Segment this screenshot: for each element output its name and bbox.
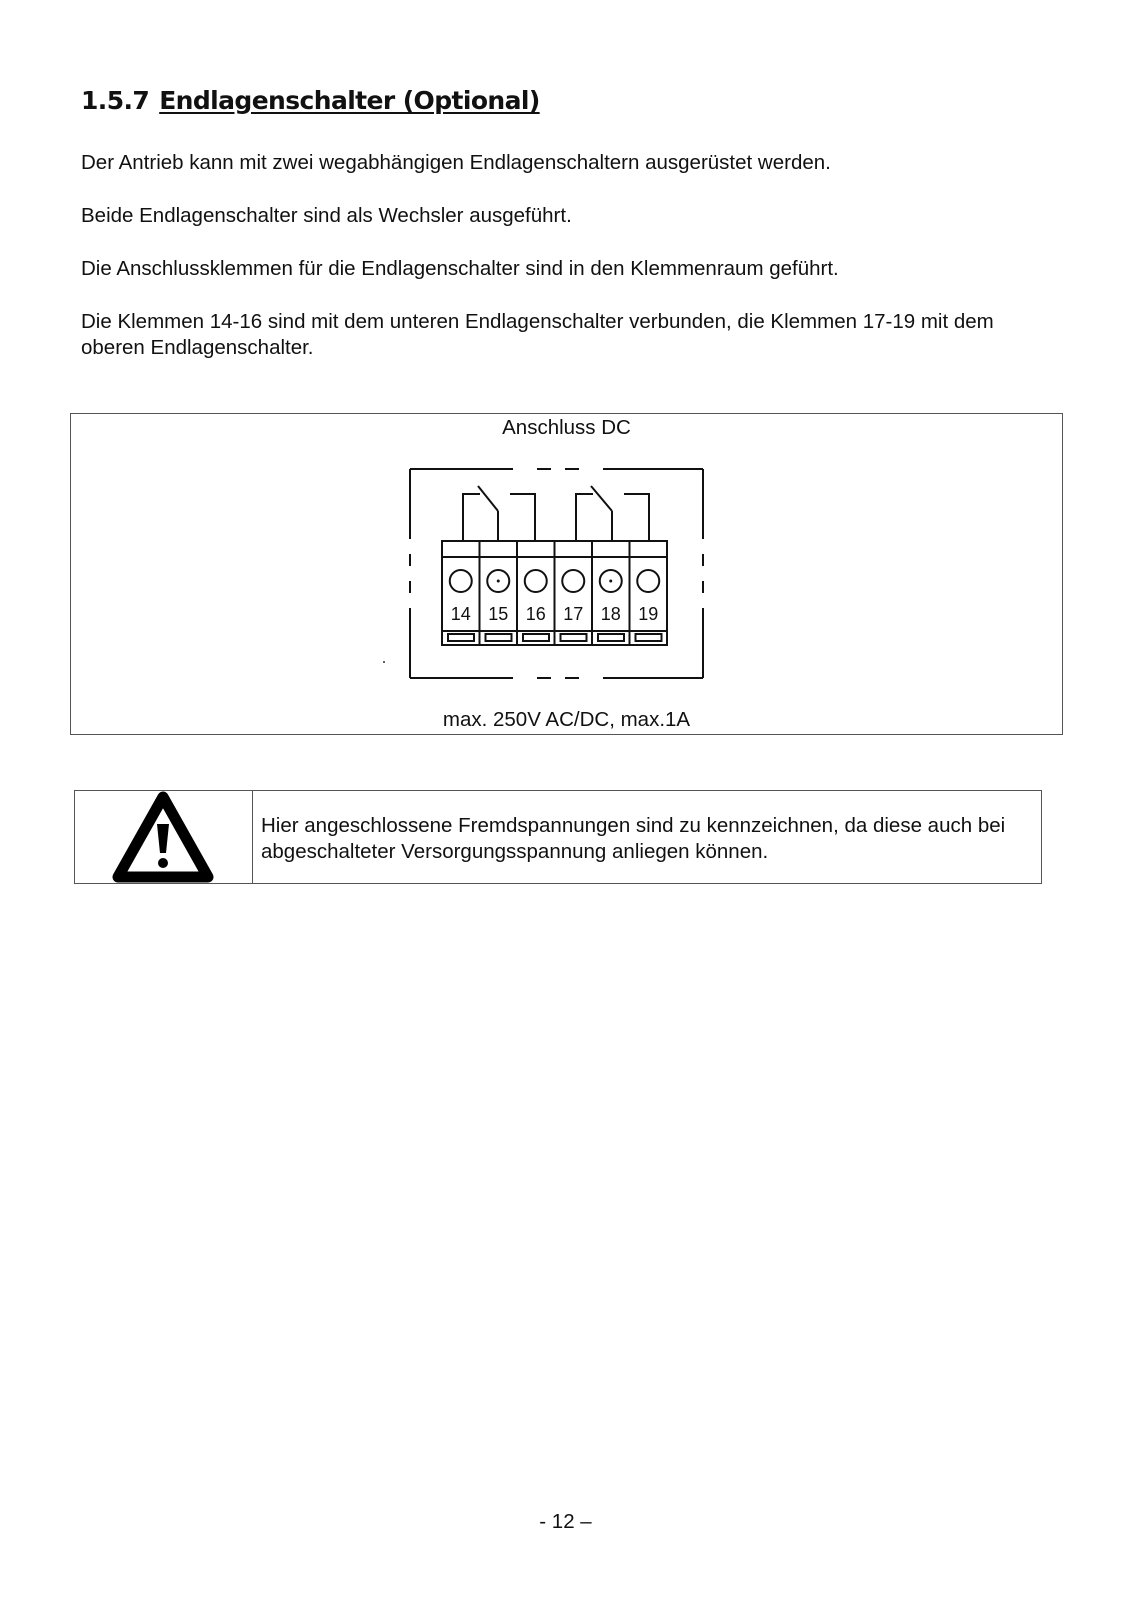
common-contact-dot <box>609 580 612 583</box>
terminal-block <box>442 541 667 645</box>
warning-triangle-icon <box>75 791 251 883</box>
warning-text: Hier angeschlossene Fremdspannungen sind zu kennzeichnen, da diese auch bei abgeschalteter Versorgungsspannung anliegen können. <box>261 814 1006 863</box>
diagram-title: Anschluss DC <box>502 416 631 439</box>
limit-switch-upper <box>576 486 649 541</box>
terminal-label-16: 16 <box>525 604 546 624</box>
section-title: Endlagenschalter (Optional) <box>159 86 540 115</box>
limit-switch-lower <box>463 486 535 541</box>
terminal-label-19: 19 <box>638 604 659 624</box>
stray-dot <box>383 661 385 663</box>
section-heading <box>81 86 540 115</box>
paragraph-3: Die Anschlussklemmen für die Endlagenschalter sind in den Klemmenraum geführt. <box>81 257 839 280</box>
page-number: - 12 – <box>539 1510 592 1533</box>
diagram-rating: max. 250V AC/DC, max.1A <box>442 708 691 731</box>
paragraph-2: Beide Endlagenschalter sind als Wechsler ausgeführt. <box>81 204 572 227</box>
terminal-label-17: 17 <box>563 604 584 624</box>
warning-icon-cell <box>75 791 253 883</box>
common-contact-dot <box>497 580 500 583</box>
wiring-diagram <box>71 414 1062 734</box>
terminal-label-18: 18 <box>600 604 621 624</box>
section-number: 1.5.7 <box>81 86 150 115</box>
terminal-label-14: 14 <box>450 604 471 624</box>
paragraph-1: Der Antrieb kann mit zwei wegabhängigen Endlagenschaltern ausgerüstet werden. <box>81 151 831 174</box>
terminal-label-15: 15 <box>488 604 509 624</box>
paragraph-4: Die Klemmen 14-16 sind mit dem unteren Endlagenschalter verbunden, die Klemmen 17-19 mit dem oberen Endlagenschalter. <box>81 310 994 359</box>
wiring-diagram-box <box>70 413 1063 735</box>
warning-box <box>74 790 1042 884</box>
